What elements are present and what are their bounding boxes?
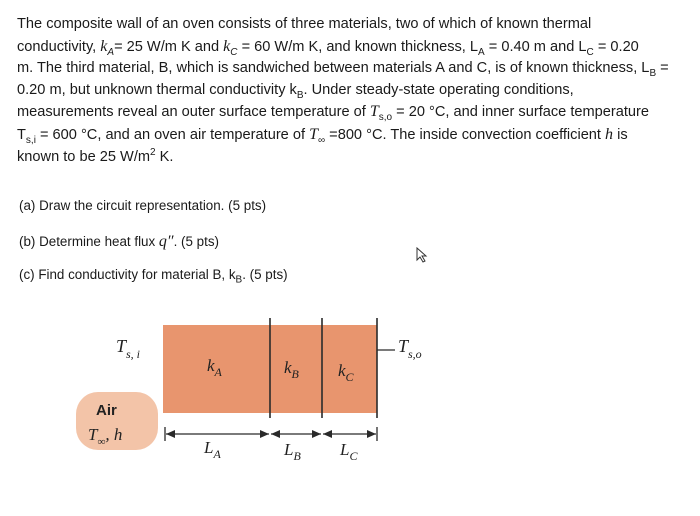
- k-b-label: $k_B$: [284, 358, 299, 381]
- problem-line-2: conductivity, $k_A= 25$ W/m K and $k_C = 60$ W/m K, and known thickness, $L_A = 0.40$ m and $L_C = 0.20$: [17, 37, 639, 58]
- question-c: (c) Find conductivity for material B, $k_B$. (5 pts): [19, 267, 288, 286]
- t-inf-h-label: $T_\infty$, h: [88, 425, 123, 448]
- l-a-label: $L_A$: [204, 438, 221, 461]
- problem-line-7: known to be 25 $W/m^2$ K.: [17, 146, 174, 165]
- t-so-label: $T_{s,o}$: [398, 336, 422, 361]
- problem-line-3: m. The third material, B, which is sandwiched between materials A and C, is of known thickness, $L_B$ =: [17, 60, 669, 80]
- problem-line-1: The composite wall of an oven consists of three materials, two of which of known thermal: [17, 16, 592, 32]
- problem-line-4: 0.20 m, but unknown thermal conductivity $k_B$. Under steady-state operating conditions,: [17, 81, 574, 101]
- problem-line-5: measurements reveal an outer surface temperature of $T_{s,o} = 20$ °C, and inner surface temperature: [17, 103, 650, 124]
- dimension-arrows: [165, 427, 377, 441]
- question-a: (a) Draw the circuit representation. (5 pts): [19, 198, 267, 213]
- l-b-label: $L_B$: [284, 440, 301, 463]
- problem-line-6: $T_{s,i} = 600$ °C, and an oven air temperature of $T_\infty =800$ °C. The inside convection coefficient h is: [17, 125, 628, 146]
- question-b: (b) Determine heat flux q″. (5 pts): [19, 233, 219, 250]
- material-c-block: [322, 325, 377, 413]
- k-a-label: $k_A$: [207, 356, 222, 379]
- l-c-label: $L_C$: [340, 440, 358, 463]
- t-si-label: $T_{s, i}$: [116, 336, 141, 361]
- air-label: Air: [96, 402, 117, 419]
- k-c-label: $k_C$: [338, 361, 354, 384]
